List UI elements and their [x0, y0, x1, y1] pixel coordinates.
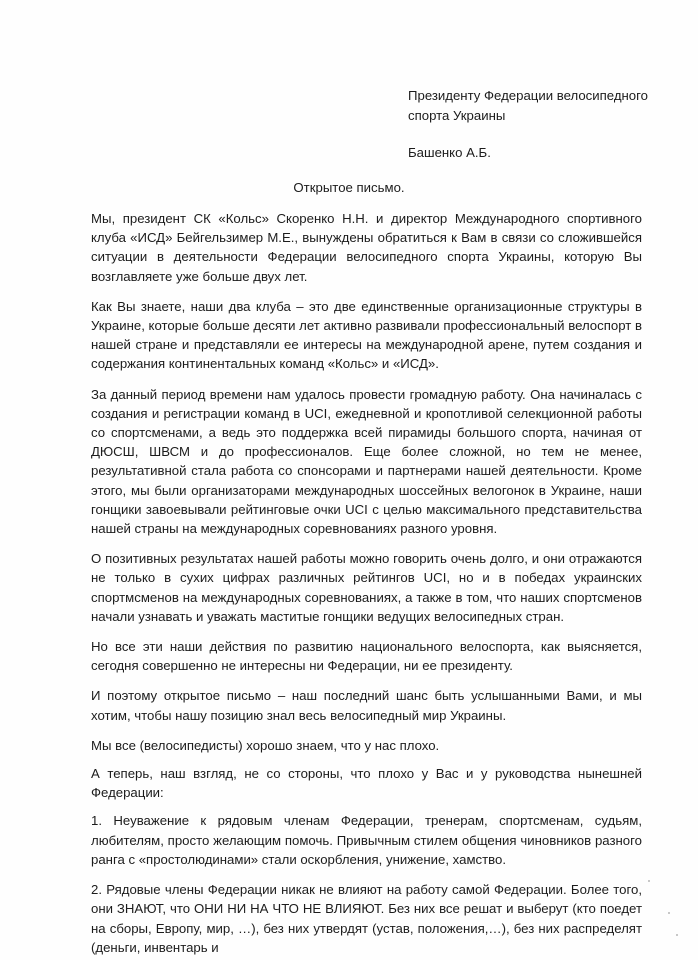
- scan-speck: [648, 880, 650, 882]
- addressee-block: [408, 86, 653, 163]
- paragraph-intro: Мы, президент СК «Кольс» Скоренко Н.Н. и директор Международного спортивного клуба «ИСД» Бейгельзимер М.Е., вынуждены обратиться к Вам в связи со сложившейся ситуации в деятельности Федерации велосипедного спорта Украины, которую Вы возглавляете уже больше двух лет.: [91, 211, 642, 284]
- scan-speck: [668, 912, 670, 914]
- paragraph-point-2: 2. Рядовые члены Федерации никак не влияют на работу самой Федерации. Более того, они ЗНАЮТ, что ОНИ НИ НА ЧТО НЕ ВЛИЯЮТ. Без них все решат и выберут (кто поедет на сборы, Европу, мир, …), без них утвердят (устав, положения,…), без них распределят (деньги, инвентарь и: [91, 882, 642, 955]
- paragraph-last-chance: И поэтому открытое письмо – наш последний шанс быть услышанными Вами, и мы хотим, чтобы нашу позицию знал весь велосипедный мир Украины.: [91, 688, 642, 723]
- letter-body: [91, 209, 642, 968]
- addressee-name: Башенко А.Б.: [408, 145, 491, 160]
- paragraph-our-view: А теперь, наш взгляд, не со стороны, что плохо у Вас и у руководства нынешней Федерации:: [91, 766, 642, 801]
- scan-speck: [676, 934, 678, 936]
- paragraph-not-interested: Но все эти наши действия по развитию национального велоспорта, как выясняется, сегодня совершенно не интересны ни Федерации, ни ее президенту.: [91, 639, 642, 674]
- paragraph-work: За данный период времени нам удалось провести громадную работу. Она начиналась с создания и регистрации команд в UCI, ежедневной и кропотливой селекционной работы со спортсменами, а ведь это поддержка всей пирамиды большого спорта, начиная от ДЮСШ, ШВСМ и до профессионалов. Еще более сложной, но тем не менее, результативной стала работа со спонсорами и партнерами нашей деятельности. Кроме этого, мы были организаторами международных шоссейных велогонок в Украине, наши гонщики завоевывали рейтинговые очки UCI с целью максимального представительства нашей страны на международных соревнованиях разного уровня.: [91, 386, 642, 537]
- paragraph-clubs: Как Вы знаете, наши два клуба – это две единственные организационные структуры в Украине, которые больше десяти лет активно развивали профессиональный велоспорт в нашей стране и представляли ее интересы на международной арене, путем создания и содержания континентальных команд «Кольс» и «ИСД».: [91, 298, 642, 372]
- letter-title: Открытое письмо.: [293, 180, 405, 195]
- addressee-title: Президенту Федерации велосипедного спорта Украины: [408, 88, 648, 123]
- paragraph-results: О позитивных результатах нашей работы можно говорить очень долго, и они отражаются не только в сухих цифрах различных рейтингов UCI, но и в победах украинских спортмсменов на международных соревнованиях, а также в том, что наших спортсменов начали узнавать и уважать маститые гонщики ведущих велосипедных стран.: [91, 551, 642, 624]
- paragraph-we-know: Мы все (велосипедисты) хорошо знаем, что у нас плохо.: [91, 737, 440, 753]
- paragraph-point-1: 1. Неуважение к рядовым членам Федерации, тренерам, спортсменам, судьям, любителям, просто желающим помочь. Привычным стилем общения чиновников разного ранга с «простолюдинами» стали оскорбления, унижение, хамство.: [91, 813, 642, 867]
